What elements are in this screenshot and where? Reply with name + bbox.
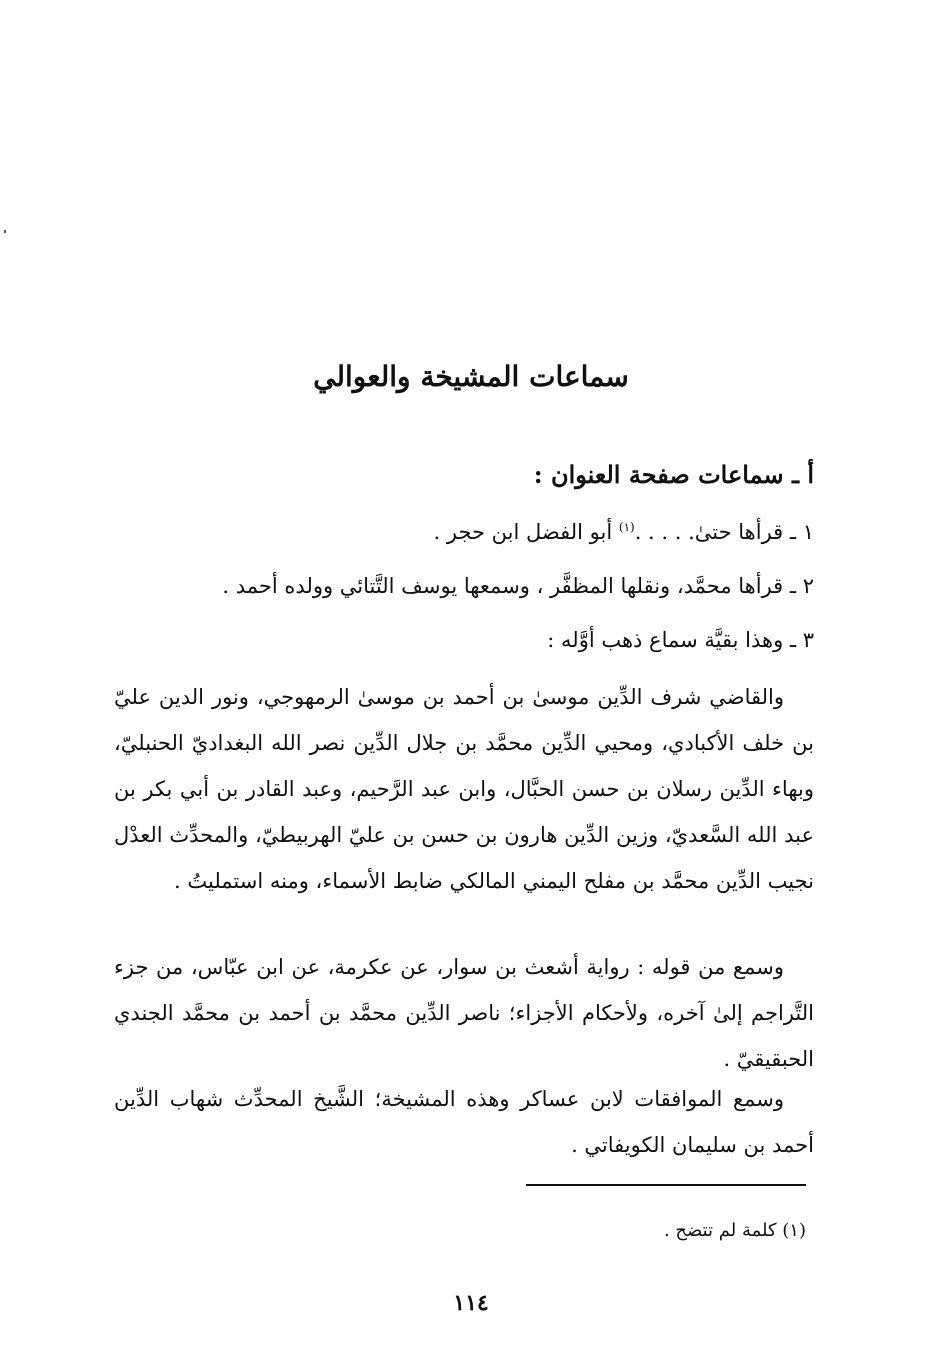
- item-1-text-after: أبو الفضل ابن حجر .: [433, 520, 619, 544]
- list-item-2: ٢ ـ قرأها محمَّد، ونقلها المظفَّر ، وسمعها يوسف التَّتائي وولده أحمد .: [222, 574, 814, 598]
- item-1-text-before: ١ ـ قرأها حتىٰ. . . . .: [634, 520, 814, 544]
- paragraph-second-hearing: وسمع من قوله : رواية أشعث بن سوار، عن عكرمة، عن ابن عبّاس، من جزء التَّراجم إلىٰ آخره، ولأحكام الأجزاء؛ ناصر الدِّين محمَّد بن أحمد بن محمَّد الجندي الحبقيقيّ .: [114, 955, 814, 1071]
- footnote: (١) كلمة لم تتضح .: [663, 1220, 806, 1241]
- paragraph-third-hearing: وسمع الموافقات لابن عساكر وهذه المشيخة؛ الشَّيخ المحدِّث شهاب الدِّين أحمد بن سليمان الكويفاتي .: [114, 1087, 814, 1157]
- page-number: ١١٤: [453, 1290, 489, 1316]
- footnote-separator: [526, 1184, 806, 1186]
- list-item-1: [434, 520, 814, 544]
- page-title: سماعات المشيخة والعوالي: [313, 360, 629, 393]
- margin-speck: [4, 230, 6, 233]
- paragraph-attendees: والقاضي شرف الدِّين موسىٰ بن أحمد بن موسىٰ الرمهوجي، ونور الدين عليّ بن خلف الأكبادي، ومحيي الدِّين محمَّد بن جلال الدِّين نصر الله البغداديّ الحنبليّ، وبهاء الدِّين رسلان بن حسن الحبَّال، وابن عبد الرَّحيم، وعبد القادر بن أبي بكر بن عبد الله السَّعديّ، وزين الدِّين هارون بن حسن بن عليّ الهربيطيّ، والمحدِّث العدْل نجيب الدِّين محمَّد بن مفلح اليمني المالكي ضابط الأسماء، ومنه استمليتُ .: [114, 685, 814, 893]
- footnote-ref: (١): [618, 520, 635, 534]
- section-heading: أ ـ سماعات صفحة العنوان :: [533, 460, 814, 489]
- list-item-3: ٣ ـ وهذا بقيَّة سماع ذهب أوَّله :: [547, 628, 814, 652]
